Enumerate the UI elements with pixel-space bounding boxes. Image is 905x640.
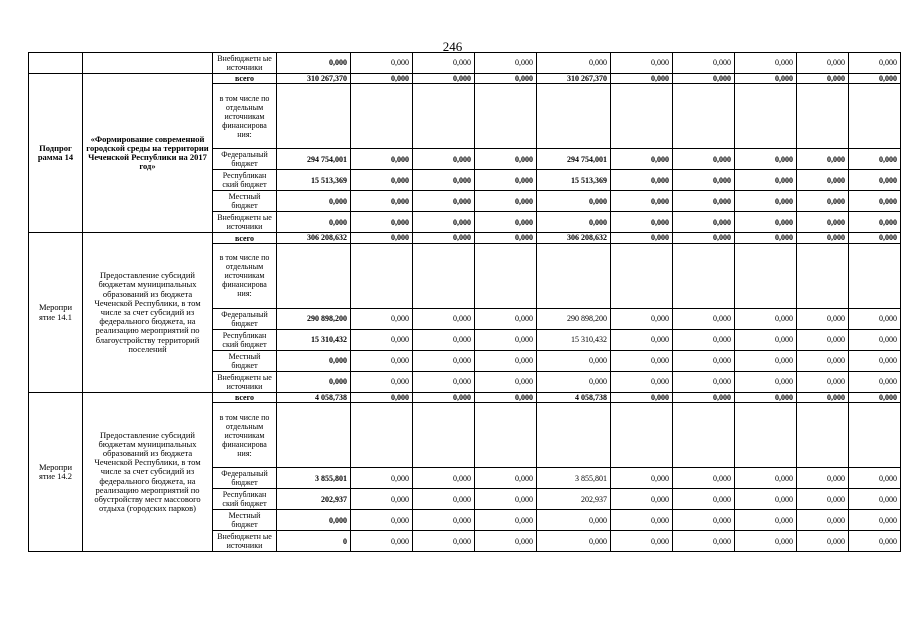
value-cell: 202,937: [277, 489, 351, 510]
value-cell: 0,000: [673, 149, 735, 170]
value-cell: [849, 84, 901, 149]
value-cell: 0,000: [735, 212, 797, 233]
value-cell: 0,000: [475, 233, 537, 243]
value-cell: 0,000: [611, 233, 673, 243]
value-cell: [413, 403, 475, 468]
value-cell: 0,000: [611, 468, 673, 489]
value-cell: 0,000: [611, 489, 673, 510]
value-cell: 0,000: [797, 350, 849, 371]
value-cell: 0,000: [611, 392, 673, 402]
page-number: 246: [442, 39, 463, 54]
value-cell: 4 058,738: [277, 392, 351, 402]
value-cell: 0,000: [537, 53, 611, 74]
value-cell: 0,000: [611, 170, 673, 191]
value-cell: 0,000: [735, 191, 797, 212]
value-cell: 0,000: [797, 53, 849, 74]
value-cell: 0,000: [413, 371, 475, 392]
value-cell: 0,000: [673, 212, 735, 233]
value-cell: 0,000: [413, 170, 475, 191]
value-cell: [735, 403, 797, 468]
value-cell: 3 855,801: [277, 468, 351, 489]
value-cell: 0,000: [277, 510, 351, 531]
value-cell: 0,000: [413, 468, 475, 489]
value-cell: 0,000: [475, 170, 537, 191]
value-cell: 0,000: [611, 212, 673, 233]
value-cell: 0,000: [277, 371, 351, 392]
value-cell: 0,000: [673, 371, 735, 392]
value-cell: 0,000: [413, 308, 475, 329]
value-cell: [797, 84, 849, 149]
value-cell: 0,000: [849, 392, 901, 402]
value-cell: 290 898,200: [537, 308, 611, 329]
value-cell: [351, 403, 413, 468]
value-cell: 0,000: [735, 489, 797, 510]
value-cell: 0,000: [735, 233, 797, 243]
source-cell: Федеральный бюджет: [213, 308, 277, 329]
value-cell: 0,000: [735, 510, 797, 531]
value-cell: 0,000: [797, 233, 849, 243]
value-cell: 0,000: [735, 170, 797, 191]
value-cell: 3 855,801: [537, 468, 611, 489]
value-cell: [735, 84, 797, 149]
value-cell: 0,000: [673, 350, 735, 371]
value-cell: 0,000: [351, 212, 413, 233]
value-cell: 0,000: [413, 233, 475, 243]
value-cell: 4 058,738: [537, 392, 611, 402]
value-cell: 0,000: [351, 329, 413, 350]
value-cell: 0,000: [475, 329, 537, 350]
value-cell: [849, 403, 901, 468]
value-cell: 0,000: [735, 531, 797, 552]
table-row: [29, 53, 901, 74]
source-cell: Местный бюджет: [213, 350, 277, 371]
source-cell: Внебюджетн ые источники: [213, 371, 277, 392]
value-cell: 0,000: [611, 191, 673, 212]
table-row: [29, 74, 901, 84]
value-cell: 0,000: [611, 53, 673, 74]
value-cell: 0,000: [475, 510, 537, 531]
value-cell: 0,000: [849, 531, 901, 552]
value-cell: 0,000: [351, 191, 413, 212]
value-cell: 0,000: [797, 212, 849, 233]
value-cell: 0,000: [351, 149, 413, 170]
value-cell: 0,000: [277, 191, 351, 212]
source-cell: Республикан ский бюджет: [213, 489, 277, 510]
value-cell: [797, 403, 849, 468]
value-cell: 0,000: [735, 371, 797, 392]
value-cell: 0,000: [673, 53, 735, 74]
value-cell: 0,000: [735, 329, 797, 350]
value-cell: 0,000: [611, 149, 673, 170]
source-cell: в том числе по отдельным источникам финансирова ния:: [213, 243, 277, 308]
value-cell: 0,000: [611, 308, 673, 329]
source-cell: Внебюджетн ые источники: [213, 53, 277, 74]
value-cell: 0,000: [797, 170, 849, 191]
source-cell: Республикан ский бюджет: [213, 170, 277, 191]
value-cell: 0,000: [351, 350, 413, 371]
value-cell: 0,000: [673, 308, 735, 329]
value-cell: 0,000: [849, 191, 901, 212]
value-cell: 0,000: [351, 531, 413, 552]
value-cell: [849, 243, 901, 308]
program-description: Предоставление субсидий бюджетам муниципальных образований из бюджета Чеченской Республики, в том числе за счет субсидий из федерального бюджета, на реализацию мероприятий по благоустройству территорий поселений: [83, 233, 213, 392]
value-cell: 0,000: [351, 308, 413, 329]
value-cell: 0,000: [475, 392, 537, 402]
value-cell: 0,000: [475, 212, 537, 233]
table-row: [29, 233, 901, 243]
value-cell: 0,000: [735, 468, 797, 489]
source-cell: в том числе по отдельным источникам финансирова ния:: [213, 84, 277, 149]
value-cell: 0,000: [735, 350, 797, 371]
value-cell: 0,000: [611, 350, 673, 371]
program-label: Меропри ятие 14.2: [29, 392, 83, 551]
empty-cell: [83, 53, 213, 74]
source-cell: Внебюджетн ые источники: [213, 212, 277, 233]
value-cell: 0,000: [735, 53, 797, 74]
value-cell: 0,000: [351, 170, 413, 191]
value-cell: [611, 84, 673, 149]
budget-table: [28, 52, 901, 552]
value-cell: 0,000: [351, 468, 413, 489]
value-cell: 0,000: [537, 371, 611, 392]
value-cell: [673, 84, 735, 149]
program-label: Подпрог рамма 14: [29, 74, 83, 233]
value-cell: 0,000: [475, 531, 537, 552]
value-cell: [537, 243, 611, 308]
value-cell: 0,000: [797, 329, 849, 350]
value-cell: 0,000: [351, 489, 413, 510]
value-cell: 0,000: [735, 149, 797, 170]
value-cell: 0,000: [849, 170, 901, 191]
value-cell: 15 513,369: [537, 170, 611, 191]
value-cell: 0,000: [849, 149, 901, 170]
value-cell: 0,000: [797, 308, 849, 329]
value-cell: 0,000: [277, 350, 351, 371]
value-cell: 0,000: [797, 468, 849, 489]
value-cell: 0,000: [351, 510, 413, 531]
value-cell: 0,000: [475, 350, 537, 371]
source-cell: всего: [213, 74, 277, 84]
source-cell: Федеральный бюджет: [213, 468, 277, 489]
value-cell: 0,000: [797, 489, 849, 510]
value-cell: 0,000: [849, 468, 901, 489]
value-cell: 0,000: [475, 53, 537, 74]
value-cell: 0,000: [413, 212, 475, 233]
value-cell: 0,000: [475, 489, 537, 510]
value-cell: 0,000: [849, 233, 901, 243]
value-cell: 0,000: [413, 350, 475, 371]
value-cell: 0,000: [673, 531, 735, 552]
value-cell: 0,000: [797, 191, 849, 212]
value-cell: [413, 243, 475, 308]
value-cell: 310 267,370: [277, 74, 351, 84]
value-cell: 0,000: [537, 350, 611, 371]
value-cell: 0,000: [673, 233, 735, 243]
value-cell: 0,000: [351, 371, 413, 392]
value-cell: 0,000: [413, 489, 475, 510]
value-cell: 0,000: [413, 531, 475, 552]
source-cell: Внебюджетн ые источники: [213, 531, 277, 552]
value-cell: [277, 84, 351, 149]
value-cell: 0,000: [475, 74, 537, 84]
value-cell: 0,000: [611, 329, 673, 350]
value-cell: [673, 403, 735, 468]
value-cell: 0,000: [735, 308, 797, 329]
value-cell: 15 310,432: [537, 329, 611, 350]
value-cell: 290 898,200: [277, 308, 351, 329]
value-cell: 306 208,632: [537, 233, 611, 243]
value-cell: 0,000: [797, 531, 849, 552]
value-cell: 0,000: [673, 329, 735, 350]
source-cell: Местный бюджет: [213, 191, 277, 212]
value-cell: 202,937: [537, 489, 611, 510]
program-description: Предоставление субсидий бюджетам муниципальных образований из бюджета Чеченской Республики, в том числе за счет субсидий из федерального бюджета, на реализацию мероприятий по обустройству мест массового отдыха (городских парков): [83, 392, 213, 551]
value-cell: 0,000: [849, 74, 901, 84]
value-cell: [413, 84, 475, 149]
value-cell: 15 310,432: [277, 329, 351, 350]
value-cell: 310 267,370: [537, 74, 611, 84]
value-cell: 0: [277, 531, 351, 552]
value-cell: 0,000: [413, 53, 475, 74]
value-cell: 0,000: [351, 392, 413, 402]
value-cell: 0,000: [673, 489, 735, 510]
empty-cell: [29, 53, 83, 74]
value-cell: 0,000: [849, 308, 901, 329]
source-cell: Федеральный бюджет: [213, 149, 277, 170]
value-cell: 0,000: [277, 53, 351, 74]
value-cell: [277, 243, 351, 308]
value-cell: [611, 243, 673, 308]
value-cell: 0,000: [413, 329, 475, 350]
value-cell: 0,000: [475, 191, 537, 212]
value-cell: 0,000: [673, 468, 735, 489]
value-cell: 0,000: [735, 74, 797, 84]
value-cell: 0,000: [849, 371, 901, 392]
value-cell: [611, 403, 673, 468]
source-cell: в том числе по отдельным источникам финансирова ния:: [213, 403, 277, 468]
table-row: [29, 392, 901, 402]
value-cell: 0,000: [611, 531, 673, 552]
value-cell: 0,000: [537, 531, 611, 552]
source-cell: Местный бюджет: [213, 510, 277, 531]
program-label: Меропри ятие 14.1: [29, 233, 83, 392]
value-cell: 0,000: [611, 74, 673, 84]
value-cell: 0,000: [849, 53, 901, 74]
value-cell: 294 754,001: [277, 149, 351, 170]
value-cell: 0,000: [797, 510, 849, 531]
value-cell: 0,000: [849, 212, 901, 233]
value-cell: [277, 403, 351, 468]
value-cell: 0,000: [277, 212, 351, 233]
value-cell: [475, 243, 537, 308]
value-cell: 306 208,632: [277, 233, 351, 243]
value-cell: 0,000: [537, 191, 611, 212]
value-cell: 0,000: [475, 468, 537, 489]
value-cell: 0,000: [797, 371, 849, 392]
value-cell: [475, 84, 537, 149]
program-description: «Формирование современной городской среды на территории Чеченской Республики на 2017 год»: [83, 74, 213, 233]
value-cell: 0,000: [351, 233, 413, 243]
value-cell: 0,000: [475, 308, 537, 329]
value-cell: 0,000: [797, 392, 849, 402]
value-cell: 0,000: [475, 371, 537, 392]
value-cell: 0,000: [611, 371, 673, 392]
value-cell: 0,000: [797, 149, 849, 170]
value-cell: [735, 243, 797, 308]
value-cell: 0,000: [351, 53, 413, 74]
value-cell: 0,000: [849, 489, 901, 510]
value-cell: 0,000: [351, 74, 413, 84]
source-cell: всего: [213, 392, 277, 402]
value-cell: 0,000: [797, 74, 849, 84]
value-cell: 0,000: [475, 149, 537, 170]
source-cell: Республикан ский бюджет: [213, 329, 277, 350]
source-cell: всего: [213, 233, 277, 243]
value-cell: 0,000: [413, 74, 475, 84]
value-cell: [797, 243, 849, 308]
value-cell: 0,000: [413, 510, 475, 531]
value-cell: 0,000: [537, 212, 611, 233]
value-cell: 0,000: [611, 510, 673, 531]
value-cell: 0,000: [673, 74, 735, 84]
value-cell: [537, 84, 611, 149]
value-cell: [351, 84, 413, 149]
value-cell: 0,000: [413, 392, 475, 402]
value-cell: [351, 243, 413, 308]
value-cell: 0,000: [673, 510, 735, 531]
value-cell: [537, 403, 611, 468]
value-cell: 0,000: [413, 149, 475, 170]
value-cell: [673, 243, 735, 308]
value-cell: 0,000: [673, 170, 735, 191]
value-cell: 0,000: [849, 350, 901, 371]
value-cell: 0,000: [413, 191, 475, 212]
value-cell: 0,000: [849, 510, 901, 531]
value-cell: 0,000: [849, 329, 901, 350]
value-cell: 0,000: [537, 510, 611, 531]
value-cell: [475, 403, 537, 468]
value-cell: 0,000: [735, 392, 797, 402]
value-cell: 0,000: [673, 191, 735, 212]
value-cell: 15 513,369: [277, 170, 351, 191]
value-cell: 0,000: [673, 392, 735, 402]
value-cell: 294 754,001: [537, 149, 611, 170]
